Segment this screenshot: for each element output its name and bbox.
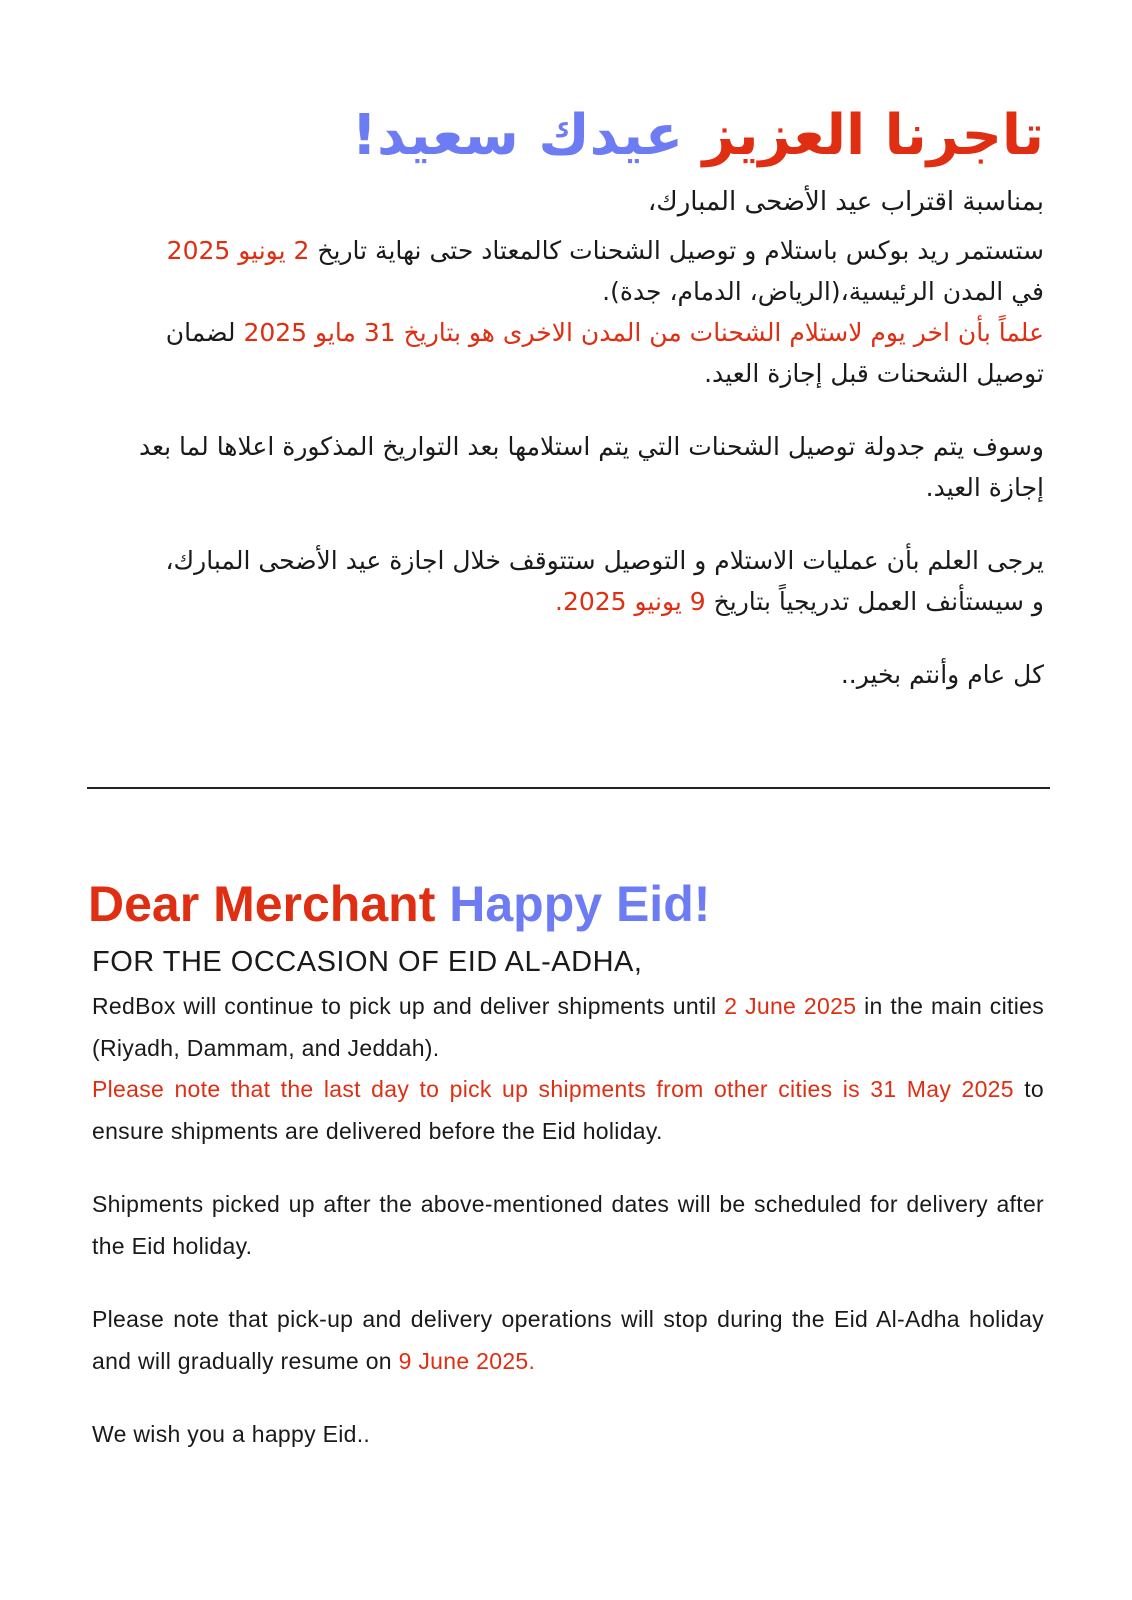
arabic-occasion: بمناسبة اقتراب عيد الأضحى المبارك، <box>647 187 1044 217</box>
arabic-paragraph-2: وسوف يتم جدولة توصيل الشحنات التي يتم استلامها بعد التواريخ المذكورة اعلاها لما بعد إجازة العيد. <box>138 432 1044 502</box>
arabic-p1-text: ستستمر ريد بوكس باستلام و توصيل الشحنات كالمعتاد حتى نهاية تاريخ <box>317 236 1044 265</box>
english-p3-date: 9 June 2025. <box>398 1347 536 1374</box>
english-paragraph-2: Shipments picked up after the above-mentioned dates will be scheduled for delivery after the Eid holiday. <box>92 1191 1044 1259</box>
english-body <box>92 940 1044 1456</box>
arabic-title-blue: عيدك سعيد! <box>351 103 684 168</box>
arabic-p3-date: 9 يونيو 2025. <box>555 587 706 616</box>
arabic-p3-line1: يرجى العلم بأن عمليات الاستلام و التوصيل ستتوقف خلال اجازة عيد الأضحى المبارك، <box>165 546 1044 575</box>
english-p1-note-rest: to ensure shipments are delivered before the Eid holiday. <box>92 1076 1044 1144</box>
arabic-p3-text: و سيستأنف العمل تدريجياً بتاريخ <box>713 587 1044 616</box>
english-p1-note-red: Please note that the last day to pick up shipments from other cities is 31 May 2025 <box>92 1076 1014 1102</box>
english-title <box>88 872 1040 936</box>
arabic-title-red: تاجرنا العزيز <box>702 103 1044 168</box>
section-divider <box>87 787 1050 789</box>
english-title-red: Dear Merchant <box>88 876 436 932</box>
arabic-title <box>92 100 1044 172</box>
english-paragraph-3 <box>92 1299 1044 1382</box>
arabic-body <box>92 180 1044 695</box>
arabic-p1-cities: في المدن الرئيسية،(الرياض، الدمام، جدة). <box>602 277 1044 306</box>
english-p3-text: Please note that pick-up and delivery operations will stop during the Eid Al-Adha holiday and will gradually resume on <box>92 1306 1044 1374</box>
arabic-paragraph-1 <box>92 230 1044 394</box>
arabic-p1-note-red: علماً بأن اخر يوم لاستلام الشحنات من المدن الاخرى هو بتاريخ 31 مايو 2025 <box>243 318 1044 347</box>
english-closing: We wish you a happy Eid.. <box>92 1421 371 1447</box>
arabic-p1-date: 2 يونيو 2025 <box>166 236 310 265</box>
english-p1-date: 2 June 2025 <box>724 993 857 1019</box>
english-p1-text: RedBox will continue to pick up and deliver shipments until <box>92 993 717 1019</box>
arabic-closing: كل عام وأنتم بخير.. <box>840 660 1044 689</box>
english-title-blue: Happy Eid! <box>449 876 711 932</box>
english-p1-after: in the main cities (Riyadh, Dammam, and Jeddah). <box>92 993 1045 1061</box>
arabic-p1-note-rest: لضمان توصيل الشحنات قبل إجازة العيد. <box>165 318 1044 388</box>
english-occasion: FOR THE OCCASION OF EID AL-ADHA, <box>92 946 643 978</box>
arabic-paragraph-3 <box>92 540 1044 622</box>
english-paragraph-1 <box>92 986 1044 1152</box>
